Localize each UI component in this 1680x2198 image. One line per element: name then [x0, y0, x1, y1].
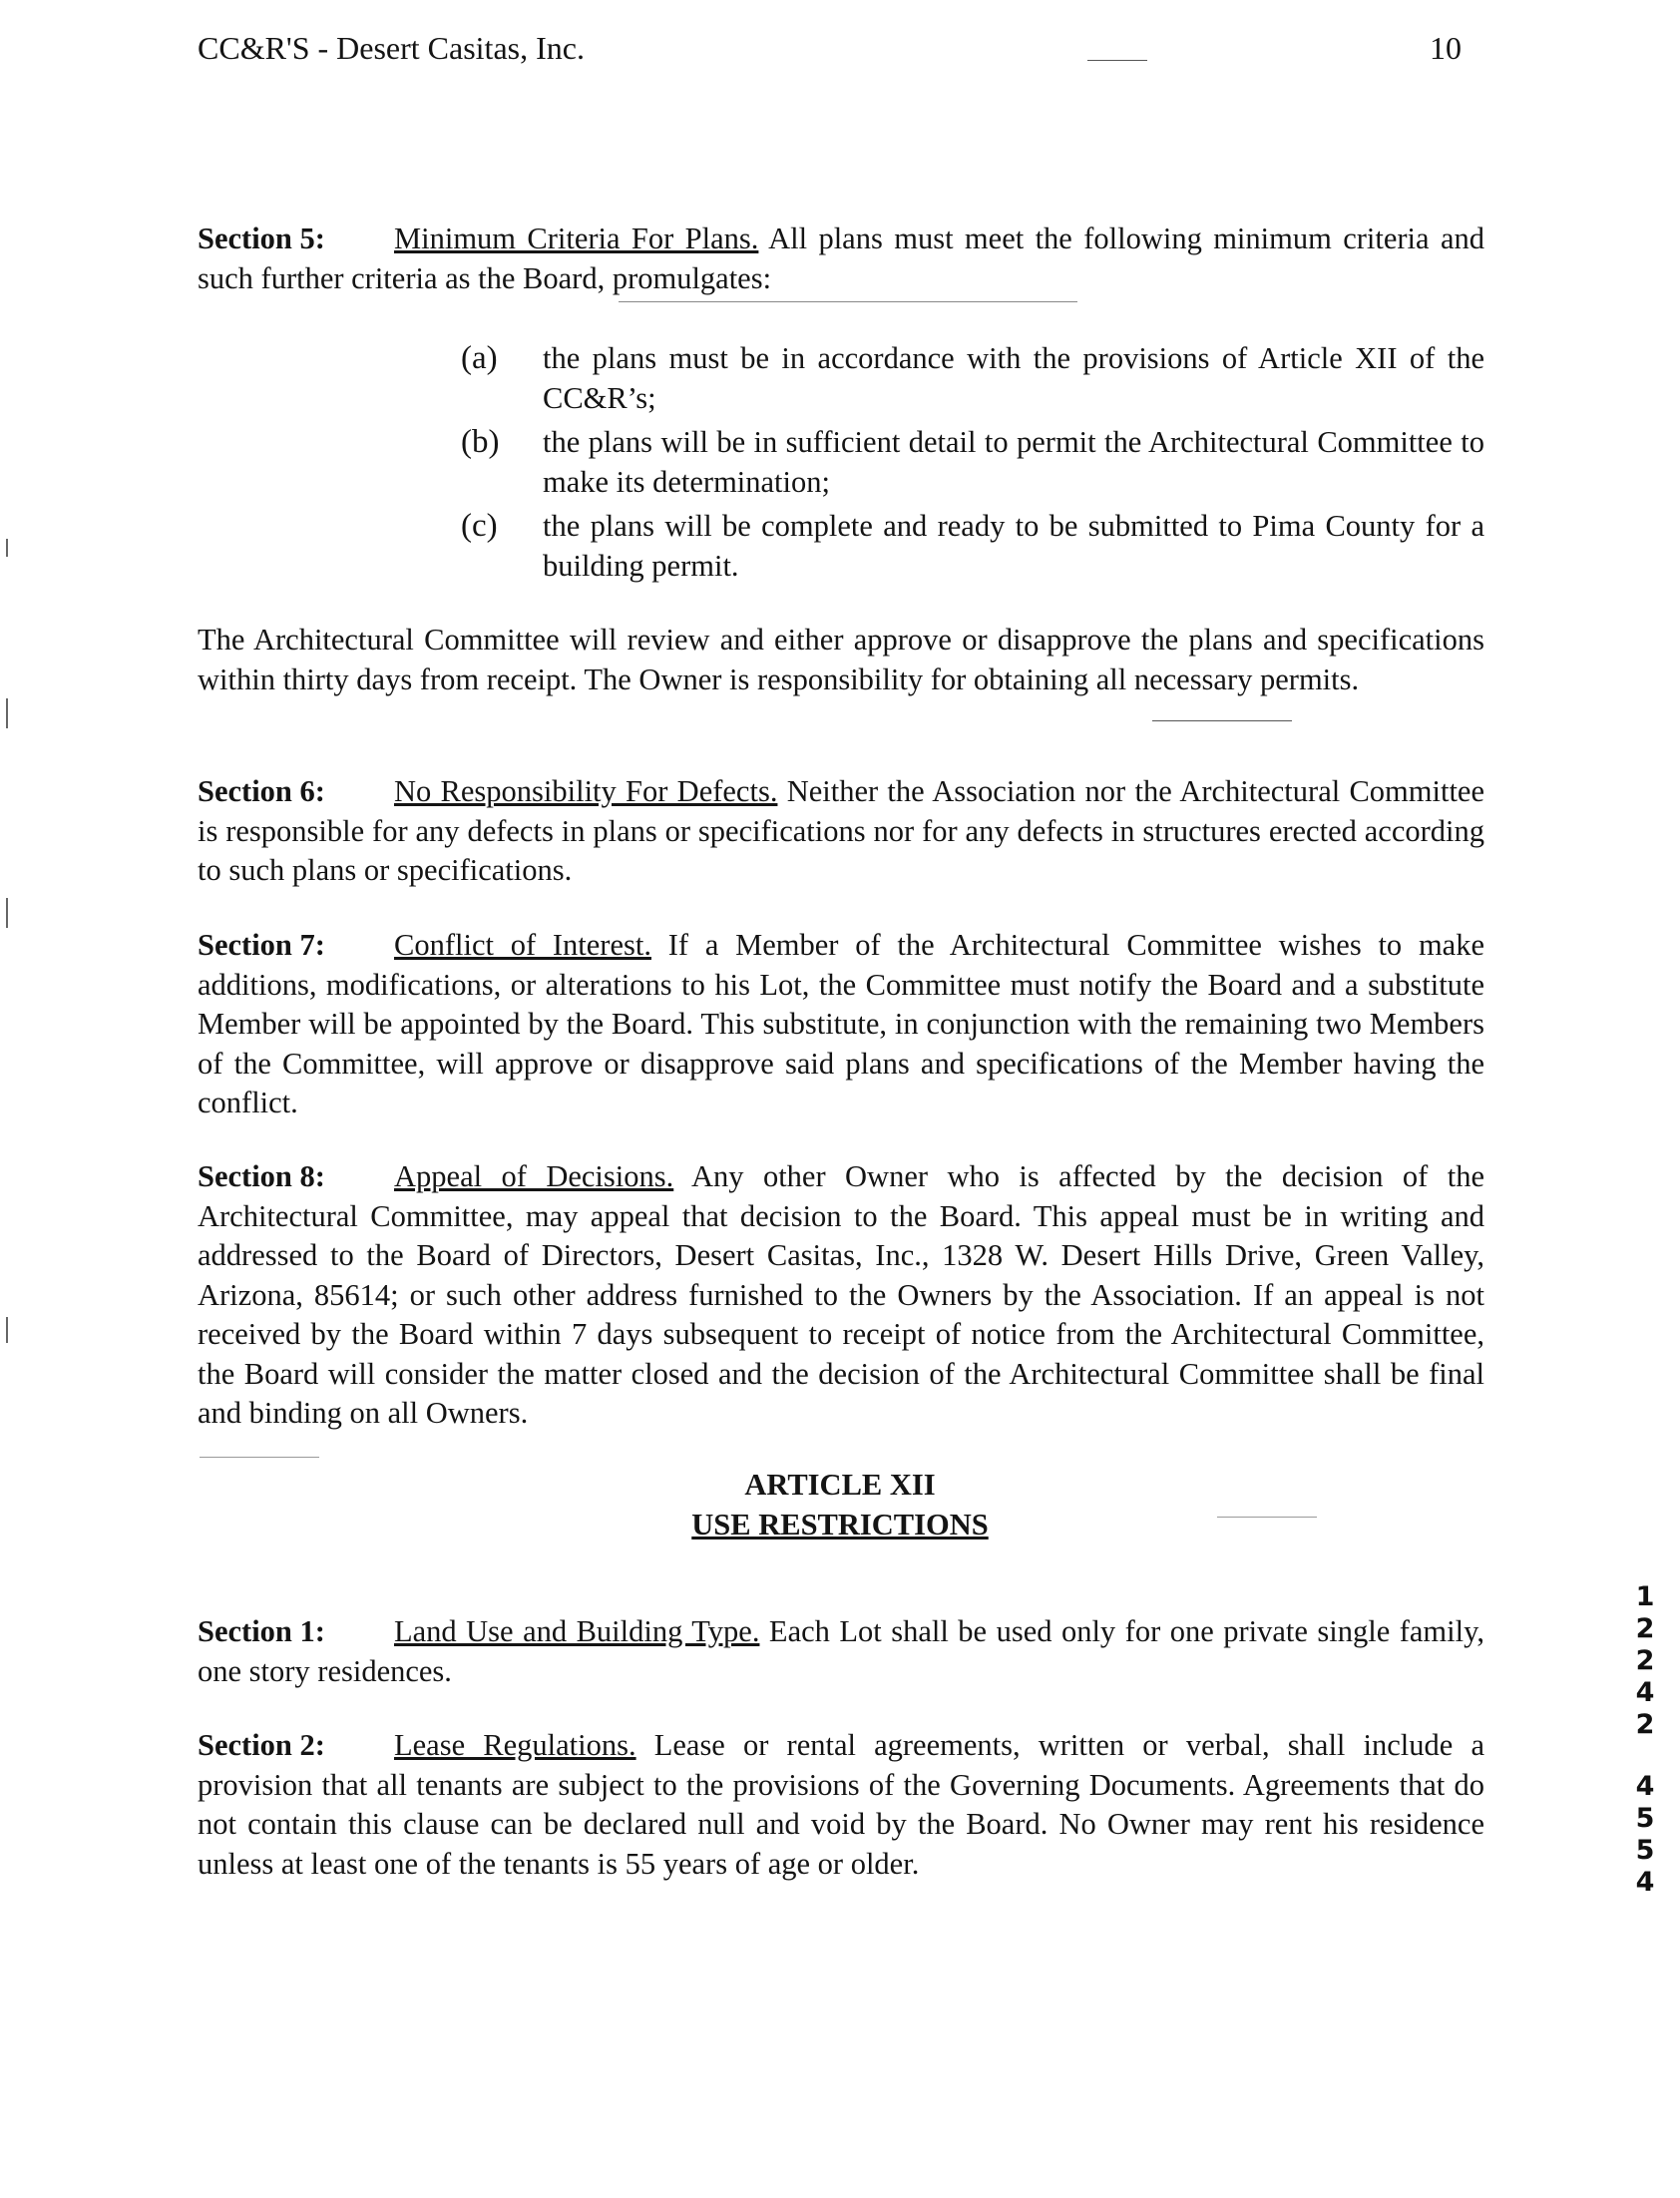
criteria-item-b-mark: (b) [461, 424, 500, 460]
section-6-text: Neither the Association nor the Architectural Committee is responsible for any defects in plans or specifications nor for any defects in structures erected according to such plans or specifications. [198, 774, 1485, 887]
scan-mark [6, 1317, 8, 1343]
scan-speck [619, 301, 1077, 302]
use-section-2-heading: Lease Regulations. [394, 1728, 636, 1762]
scan-mark [6, 698, 8, 728]
criteria-item-c-text: the plans will be complete and ready to be submitted to Pima County for a building permit. [543, 509, 1484, 583]
scan-mark [6, 539, 8, 557]
section-5 [198, 220, 1484, 298]
use-section-2 [198, 1726, 1484, 1884]
stamp-digit: 2 [1635, 1709, 1655, 1740]
section-6-heading: No Responsibility For Defects. [394, 774, 778, 808]
section-8-heading: Appeal of Decisions. [394, 1159, 674, 1193]
stamp-digit: 1 [1635, 1581, 1655, 1612]
stamp-digit: 5 [1635, 1803, 1655, 1834]
use-section-1-heading: Land Use and Building Type. [394, 1614, 760, 1648]
stamp-digit: 4 [1635, 1677, 1655, 1708]
article-title: USE RESTRICTIONS [691, 1508, 989, 1541]
stamp-digit: 2 [1635, 1613, 1655, 1644]
article-number: ARTICLE XII [744, 1468, 936, 1502]
scan-mark [6, 898, 8, 928]
page-number: 10 [1430, 30, 1462, 66]
criteria-item-c [461, 507, 1484, 586]
section-6 [198, 772, 1484, 891]
section-5-text: All plans must meet the following minimum criteria and such further criteria as the Board, promulgates: [198, 221, 1484, 295]
document-stamp-number-top [1630, 1581, 1660, 1741]
scan-speck [200, 1457, 319, 1458]
use-section-2-label: Section 2: [198, 1728, 325, 1762]
use-section-1-label: Section 1: [198, 1614, 325, 1648]
stamp-digit: 4 [1635, 1867, 1655, 1898]
section-5-heading: Minimum Criteria For Plans. [394, 221, 759, 255]
scan-speck [1217, 1517, 1317, 1518]
use-section-2-text: Lease or rental agreements, written or verbal, shall include a provision that all tenants are subject to the provisions of the Governing Documents. Agreements that do not contain this clause can be declared null and void by the Board. No Owner may rent his residence unless at least one of the tenants is 55 years of age or older. [198, 1728, 1484, 1881]
criteria-item-b [461, 423, 1484, 502]
document-header-title: CC&R'S - Desert Casitas, Inc. [198, 30, 585, 66]
use-section-1 [198, 1612, 1484, 1691]
criteria-item-b-text: the plans will be in sufficient detail to permit the Architectural Committee to make its determination; [543, 425, 1484, 499]
document-stamp-number-bottom [1630, 1771, 1660, 1899]
stamp-digit: 2 [1635, 1645, 1655, 1676]
section-7-text: If a Member of the Architectural Committee wishes to make additions, modifications, or alterations to his Lot, the Committee must notify the Board and a substitute Member will be appointed by the Board. This substitute, in conjunction with the remaining two Members of the Committee, will approve or disapprove said plans and specifications of the Member having the conflict. [198, 928, 1484, 1119]
section-8-text: Any other Owner who is affected by the decision of the Architectural Committee, may appeal that decision to the Board. This appeal must be in writing and addressed to the Board of Directors, Desert Casitas, Inc., 1328 W. Desert Hills Drive, Green Valley, Arizona, 85614; or such other address furnished to the Owners by the Association. If an appeal is not received by the Board within 7 days subsequent to receipt of notice from the Architectural Committee, the Board will consider the matter closed and the decision of the Architectural Committee shall be final and binding on all Owners. [198, 1159, 1484, 1430]
section-8 [198, 1157, 1484, 1434]
section-8-label: Section 8: [198, 1159, 325, 1193]
stamp-digit: 5 [1635, 1835, 1655, 1866]
stamp-digit: 4 [1635, 1771, 1655, 1802]
section-5-label: Section 5: [198, 221, 325, 255]
use-section-1-text: Each Lot shall be used only for one private single family, one story residences. [198, 1614, 1484, 1688]
criteria-item-c-mark: (c) [461, 508, 498, 544]
section-6-label: Section 6: [198, 774, 325, 808]
criteria-item-a-text: the plans must be in accordance with the provisions of Article XII of the CC&R’s; [543, 341, 1484, 415]
article-heading [0, 1465, 1680, 1544]
criteria-item-a-mark: (a) [461, 340, 498, 376]
review-paragraph: The Architectural Committee will review and either approve or disapprove the plans and specifications within thirty days from receipt. The Owner is responsibility for obtaining all necessary permits. [198, 623, 1484, 696]
section-7-label: Section 7: [198, 928, 325, 962]
criteria-item-a [461, 339, 1484, 418]
section-7-heading: Conflict of Interest. [394, 928, 651, 962]
section-7 [198, 926, 1484, 1123]
scan-speck [1087, 60, 1147, 61]
scan-speck [1152, 720, 1292, 721]
